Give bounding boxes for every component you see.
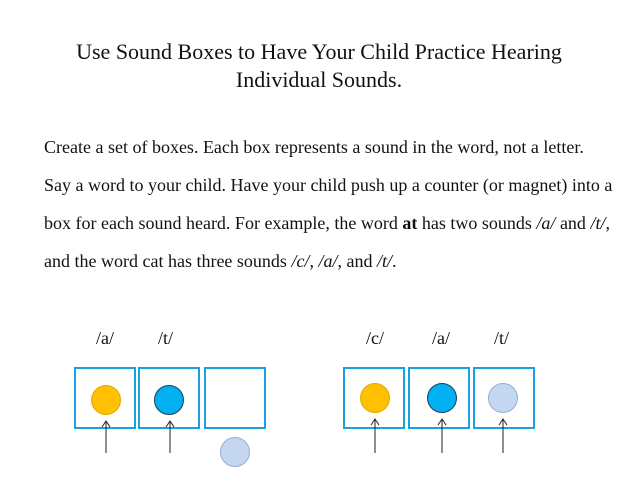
title-line-2: Individual Sounds. — [235, 67, 403, 92]
blue-counter[interactable] — [154, 385, 184, 415]
push-up-arrow — [101, 420, 111, 454]
push-up-arrow — [498, 418, 508, 454]
yellow-counter[interactable] — [360, 383, 390, 413]
sound-label: /a/ — [96, 328, 114, 348]
bold-word-at: at — [402, 213, 418, 233]
title-line-1: Use Sound Boxes to Have Your Child Practice Hearing — [76, 39, 562, 64]
slide-title — [0, 38, 638, 94]
sound-label: /t/ — [158, 328, 174, 348]
pale-counter[interactable] — [488, 383, 518, 413]
sound-label: /c/ — [366, 328, 384, 348]
pale-counter[interactable] — [220, 437, 250, 467]
push-up-arrow — [370, 418, 380, 454]
yellow-counter[interactable] — [91, 385, 121, 415]
blue-counter[interactable] — [427, 383, 457, 413]
instructions-paragraph: Create a set of boxes. Each box represents a sound in the word, not a letter. Say a word to your child. Have your child push up a counter (or magnet) into a box for each sound heard. For example, the word at has two sounds /a/ and /t/, and the word cat has three sounds /c/, /a/, and /t/. — [44, 137, 613, 271]
sound-label: /a/ — [432, 328, 450, 348]
push-up-arrow — [437, 418, 447, 454]
push-up-arrow — [165, 420, 175, 454]
sound-box — [204, 367, 266, 429]
sound-label: /t/ — [494, 328, 510, 348]
